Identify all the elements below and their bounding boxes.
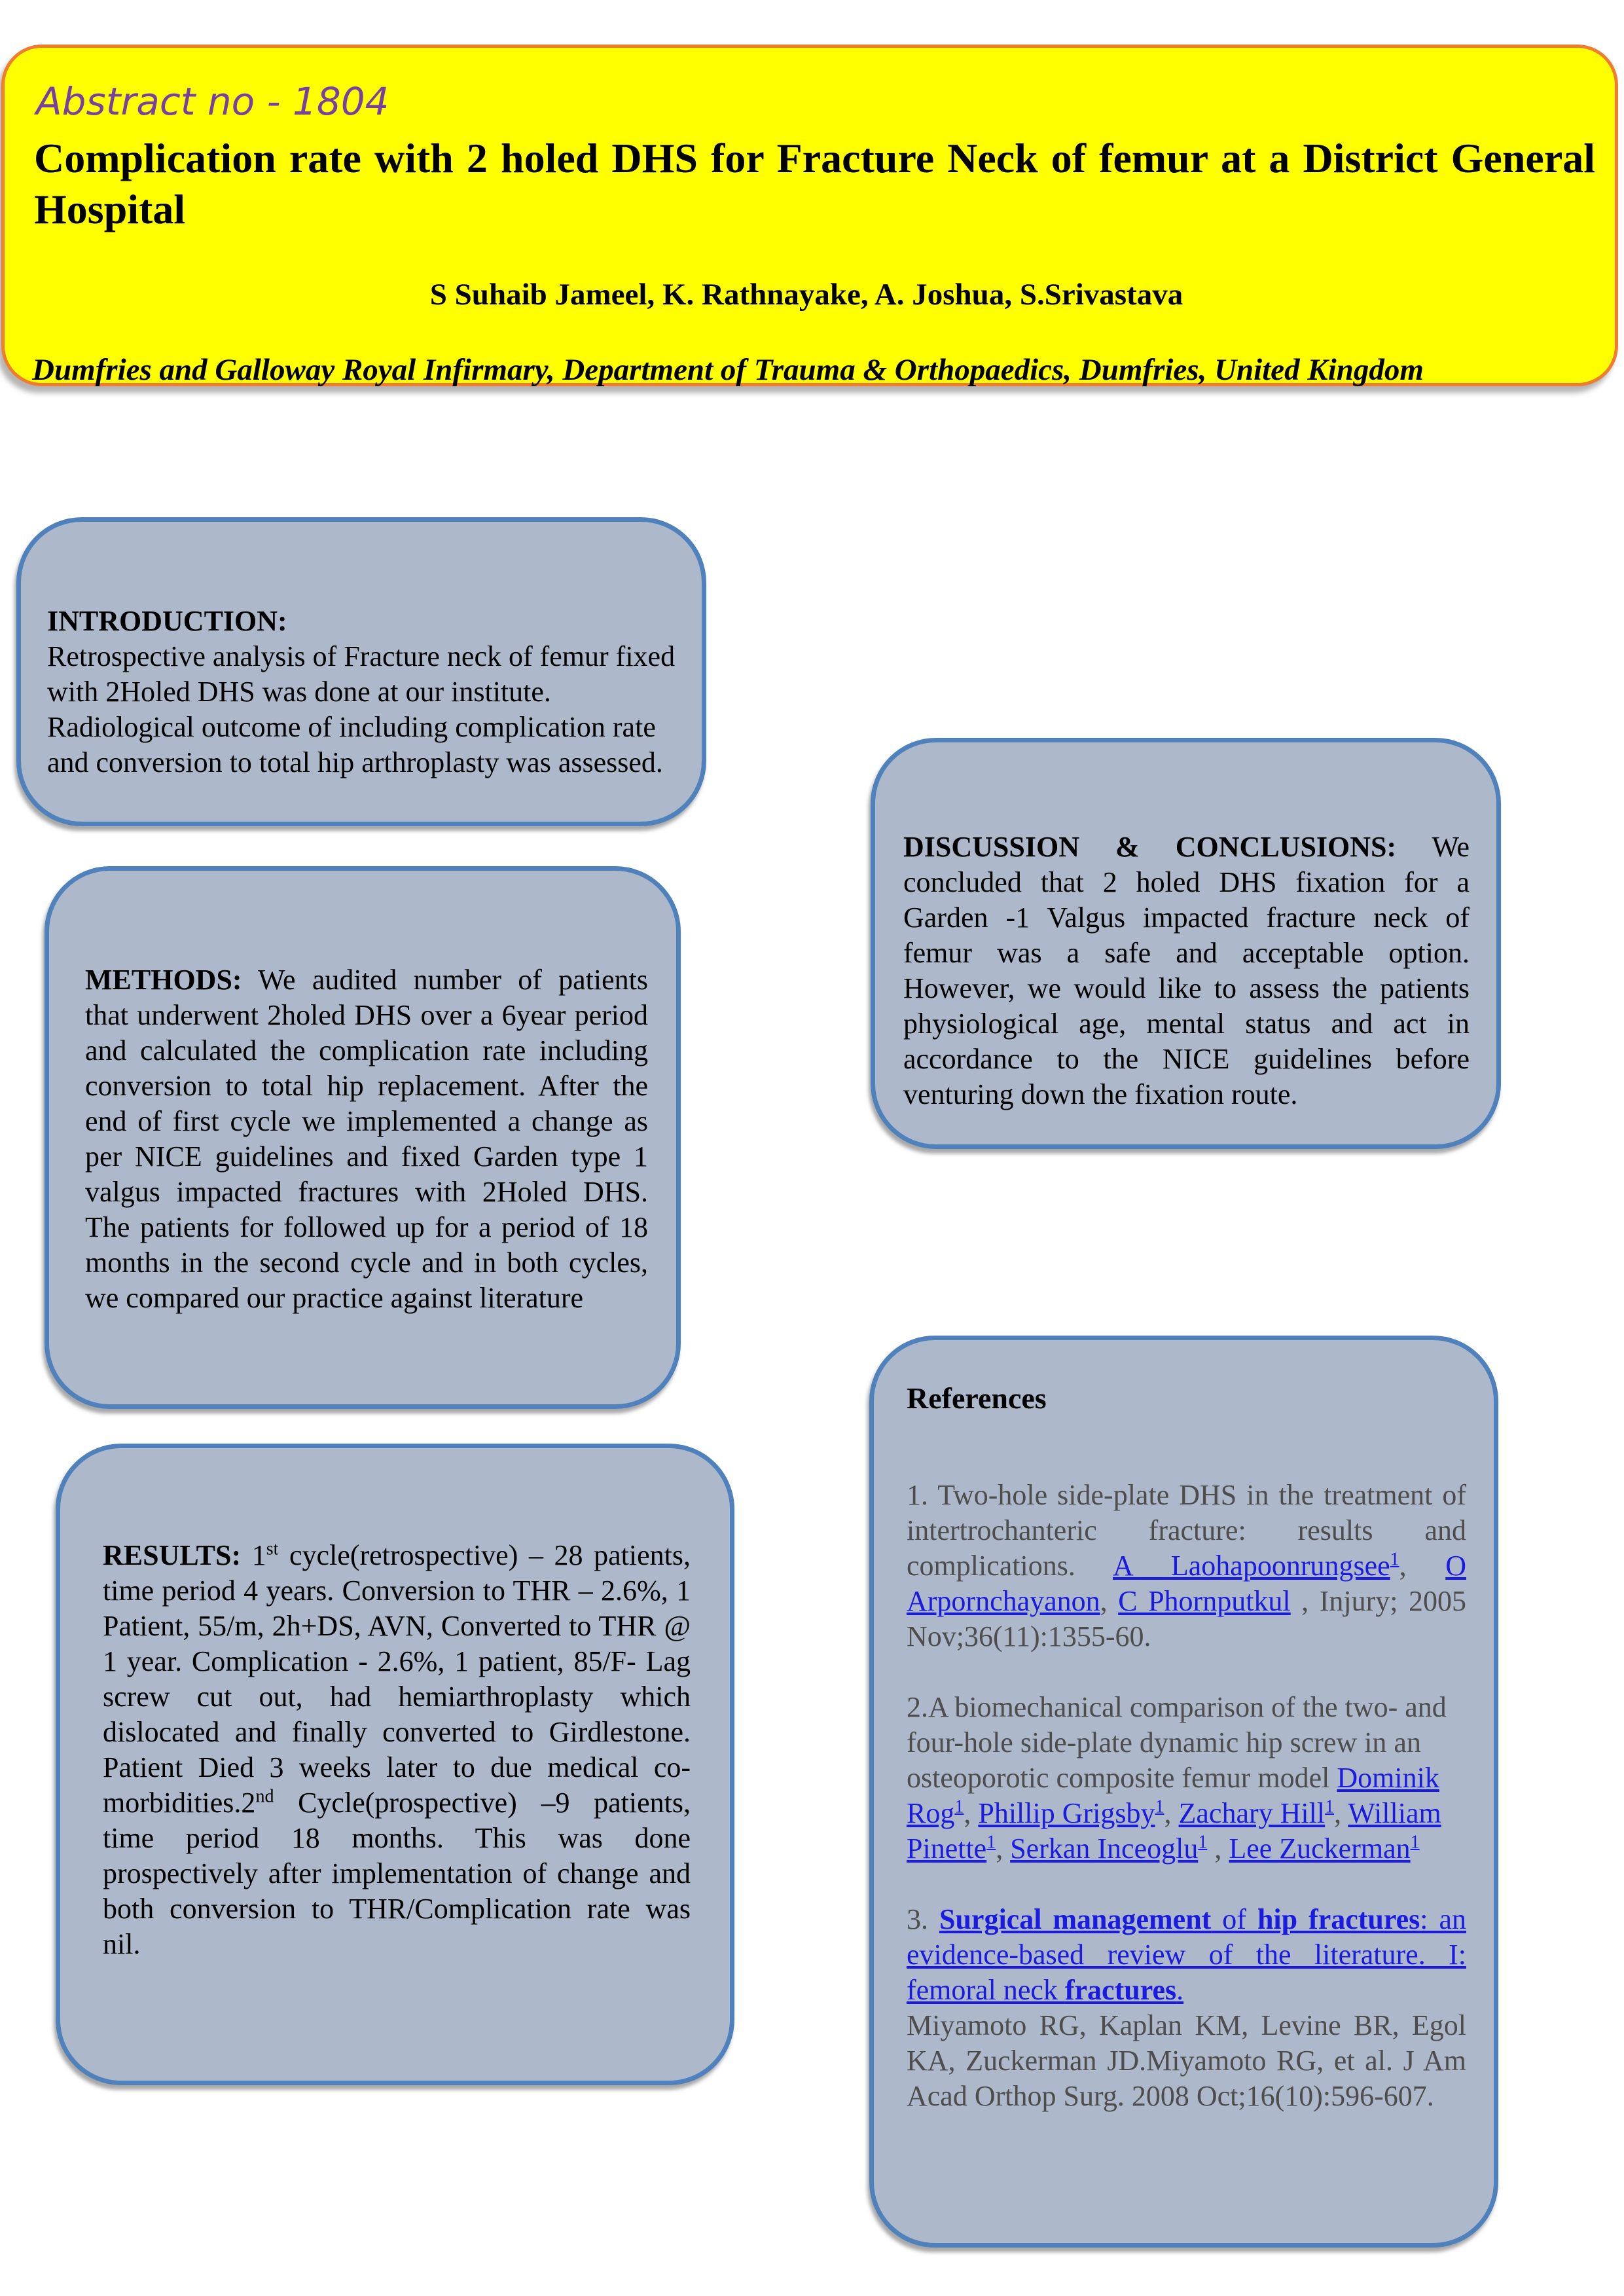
reference-1-title: 1. Two-hole side-plate DHS in the treatment of intertrochanteric fracture: results and complications.: [907, 1479, 1466, 1582]
methods-text: [85, 962, 648, 1316]
reference-1-author-link[interactable]: C Phornputkul: [1118, 1585, 1291, 1617]
reference-3-title-link[interactable]: .: [1176, 1974, 1184, 2006]
reference-2-sup[interactable]: 1: [1155, 1796, 1164, 1817]
reference-2-title: 2.A biomechanical comparison of the two- and four-hole side-plate dynamic hip screw in an osteoporotic composite femur model: [907, 1691, 1447, 1794]
reference-3-title-link[interactable]: of: [1211, 1903, 1257, 1935]
reference-2-author-link[interactable]: Dominik Rog: [907, 1762, 1439, 1829]
reference-3-title-link[interactable]: fractures: [1064, 1974, 1177, 2006]
reference-2-sup[interactable]: 1: [1198, 1832, 1208, 1853]
reference-1: 1. Two-hole side-plate DHS in the treatment of intertrochanteric fracture: results and complications. A Laohapoonrungsee$^1$, O Arpornchayanon, C Phornputkul , Injury; 2005 Nov;36(11):1355-60.: [907, 1479, 1466, 1652]
reference-2: 2.A biomechanical comparison of the two- and four-hole side-plate dynamic hip screw in an osteoporotic composite femur model Dominik Rog$^1$, Phillip Grigsby$^1$, Zachary Hill$^1$, William Pinette$^1$, Serkan Inceoglu$^1$ , Lee Zuckerman$^1$: [907, 1691, 1447, 1865]
introduction-body: Retrospective analysis of Fracture neck of femur fixed with 2Holed DHS was done at our institute. Radiological outcome of including complication rate and conversion to total hip arthroplasty was assessed.: [47, 640, 676, 778]
reference-3-title-link[interactable]: Surgical management: [939, 1903, 1212, 1935]
introduction-heading: INTRODUCTION:: [47, 605, 287, 637]
reference-3: [907, 1902, 1466, 2114]
results-cycle1-sup: st: [266, 1539, 279, 1559]
discussion-box: [871, 738, 1501, 1149]
methods-heading: METHODS:: [85, 964, 242, 996]
reference-3-title-link[interactable]: hip fractures: [1257, 1903, 1420, 1935]
results-cycle1-text: cycle(retrospective) – 28 patients, time period 4 years. Conversion to THR – 2.6%, 1 Patient, 55/m, 2h+DS, AVN, Converted to THR @ 1 year. Complication - 2.6%, 1 patient, 85/F- Lag screw cut out, had hemiarthroplasty which dislocated and finally converted to Girdlestone. Patient Died 3 weeks later to due medical co-morbidities.2: [103, 1539, 691, 1819]
reference-1-sup[interactable]: 1: [1390, 1549, 1399, 1570]
results-cycle1-number: 1: [251, 1539, 266, 1571]
authors: S Suhaib Jameel, K. Rathnayake, A. Joshua, S.Srivastava: [429, 278, 1183, 312]
reference-3-number: 3.: [907, 1903, 939, 1935]
introduction-box: [16, 517, 706, 826]
results-heading: RESULTS:: [103, 1539, 242, 1571]
reference-2-author-link[interactable]: Zachary Hill: [1178, 1797, 1326, 1829]
references-list: [907, 1478, 1466, 2114]
discussion-heading: DISCUSSION & CONCLUSIONS:: [903, 831, 1397, 863]
references-heading: References: [907, 1381, 1047, 1415]
methods-box: [45, 866, 681, 1409]
results-cycle2-sup: nd: [255, 1786, 274, 1807]
reference-2-sup[interactable]: 1: [986, 1832, 996, 1853]
reference-2-author-link[interactable]: Phillip Grigsby: [978, 1797, 1155, 1829]
poster-title: Complication rate with 2 holed DHS for Fracture Neck of femur at a District General Hospital: [34, 135, 1595, 232]
reference-2-author-link[interactable]: Lee Zuckerman: [1229, 1832, 1411, 1865]
methods-body: We audited number of patients that underwent 2holed DHS over a 6year period and calculated the complication rate including conversion to total hip replacement. After the end of first cycle we implemented a change as per NICE guidelines and fixed Garden type 1 valgus impacted fractures with 2Holed DHS. The patients for followed up for a period of 18 months in the second cycle and in both cycles, we compared our practice against literature: [85, 964, 648, 1314]
reference-2-author-link[interactable]: Serkan Inceoglu: [1010, 1832, 1199, 1865]
reference-1-author-link[interactable]: O Arpornchayanon: [907, 1550, 1466, 1617]
reference-2-sup[interactable]: 1: [1325, 1796, 1335, 1817]
discussion-body: We concluded that 2 holed DHS fixation for a Garden -1 Valgus impacted fracture neck of femur was a safe and acceptable option. However, we would like to assess the patients physiological age, mental status and act in accordance to the NICE guidelines before venturing down the fixation route.: [903, 831, 1470, 1110]
title-banner: [1, 45, 1618, 386]
reference-1-author-link[interactable]: A Laohapoonrungsee: [1112, 1550, 1390, 1582]
references-box: [869, 1336, 1498, 2248]
results-box: [56, 1444, 734, 2085]
discussion-text: [903, 829, 1470, 1112]
reference-2-author-link[interactable]: William Pinette: [907, 1797, 1441, 1865]
affiliation: Dumfries and Galloway Royal Infirmary, Department of Trauma & Orthopaedics, Dumfries, United Kingdom: [32, 353, 1424, 387]
results-cycle2-text: Cycle(prospective) –9 patients, time period 18 months. This was done prospectively after implementation of change and both conversion to THR/Complication rate was nil.: [103, 1787, 691, 1960]
reference-1-journal: , Injury; 2005 Nov;36(11):1355-60.: [907, 1585, 1466, 1652]
reference-3-authors: Miyamoto RG, Kaplan KM, Levine BR, Egol KA, Zuckerman JD.Miyamoto RG, et al. J Am Acad Orthop Surg. 2008 Oct;16(10):596-607.: [907, 2009, 1466, 2112]
abstract-number: Abstract no - 1804: [36, 79, 389, 124]
results-text: [103, 1538, 691, 1962]
reference-2-sup[interactable]: 1: [954, 1796, 964, 1817]
introduction-text: [47, 604, 689, 780]
reference-3-title-link[interactable]: : an evidence-based review of the literature. I: femoral neck: [907, 1903, 1467, 2006]
reference-2-sup[interactable]: 1: [1410, 1832, 1420, 1853]
